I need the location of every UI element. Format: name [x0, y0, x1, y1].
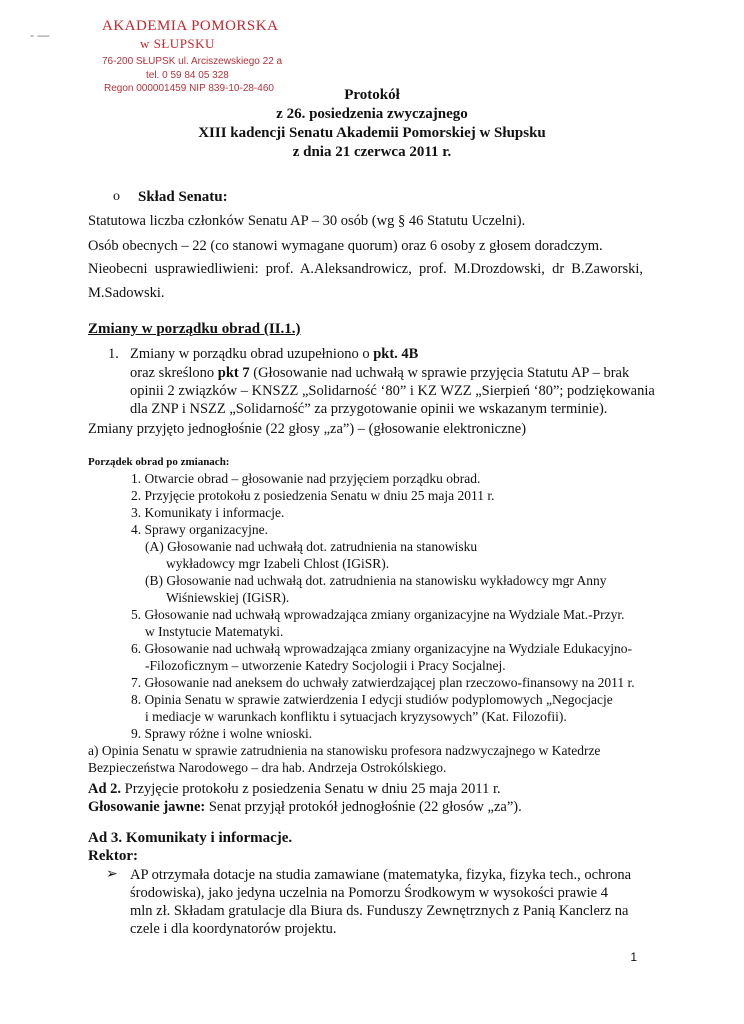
arrow-bullet-icon: ➢ — [106, 867, 118, 882]
ad3-bullet-line-4: czele i dla koordynatorów projektu. — [130, 921, 337, 937]
ad3-bullet-line-3: mln zł. Składam gratulacje dla Biura ds. Funduszy Zewnętrznych z Panią Kanclerz na — [130, 903, 629, 919]
agenda-item-9a: a) Opinia Senatu w sprawie zatrudnienia na stanowisku profesora nadzwyczajnego w Katedrze — [88, 743, 601, 758]
sklad-statutory: Statutowa liczba członków Senatu AP – 30 osób (wg § 46 Statutu Uczelni). — [88, 213, 526, 229]
document-title: Protokół — [344, 87, 400, 103]
agenda-item-5: 5. Głosowanie nad uchwałą wprowadzająca zmiany organizacyjne na Wydziale Mat.-Przyr. — [131, 607, 625, 622]
agenda-item-1: 1. Otwarcie obrad – głosowanie nad przyjęciem porządku obrad. — [131, 471, 481, 486]
stamp-line-2: w SŁUPSKU — [140, 36, 215, 51]
page-number: 1 — [630, 950, 637, 964]
agenda-item-4b: (B) Głosowanie nad uchwałą dot. zatrudnienia na stanowisku wykładowcy mgr Anny — [145, 573, 607, 588]
list-bullet: o — [113, 189, 120, 204]
agenda-item-6-cont: -Filozoficznym – utworzenie Katedry Socjologii i Pracy Socjalnej. — [145, 658, 506, 673]
agenda-item-8: 8. Opinia Senatu w sprawie zatwierdzenia I edycji studiów podyplomowych „Negocjacje — [131, 692, 613, 707]
agenda-item-9: 9. Sprawy różne i wolne wnioski. — [131, 726, 313, 741]
stamp-line-5: Regon 000001459 NIP 839-10-28-460 — [104, 83, 274, 94]
zmiany-accepted: Zmiany przyjęto jednogłośnie (22 głosy „za”) – (głosowanie elektroniczne) — [88, 421, 527, 437]
ad2-vote: Głosowanie jawne: Senat przyjął protokół jednogłośnie (22 głosów „za”). — [88, 799, 522, 815]
agenda-item-8-cont: i mediacje w warunkach konfliktu i sytuacjach kryzysowych” (Kat. Filozofii). — [145, 709, 567, 724]
ad3-heading: Ad 3. Komunikaty i informacje. — [88, 830, 293, 846]
document-date: z dnia 21 czerwca 2011 r. — [292, 144, 452, 160]
ad3-bullet-line-1: AP otrzymała dotacje na studia zamawiane (matematyka, fizyka, fizyka tech., ochrona — [130, 867, 632, 883]
agenda-item-7: 7. Głosowanie nad aneksem do uchwały zatwierdzającej plan rzeczowo-finansowy na 2011 r. — [131, 675, 635, 690]
agenda-heading: Porządek obrad po zmianach: — [88, 456, 230, 468]
section-heading-sklad: Skład Senatu: — [138, 189, 228, 205]
section-heading-zmiany: Zmiany w porządku obrad (II.1.) — [88, 321, 301, 337]
agenda-item-4a: (A) Głosowanie nad uchwałą dot. zatrudnienia na stanowisku — [145, 539, 478, 554]
agenda-item-9a-cont: Bezpieczeństwa Narodowego – dra hab. Andrzeja Ostrokólskiego. — [88, 760, 447, 775]
sklad-present: Osób obecnych – 22 (co stanowi wymagane quorum) oraz 6 osoby z głosem doradczym. — [88, 238, 603, 254]
ad2-line: Ad 2. Przyjęcie protokołu z posiedzenia Senatu w dniu 25 maja 2011 r. — [88, 781, 501, 797]
agenda-item-4b-cont: Wiśniewskiej (IGiSR). — [166, 590, 290, 605]
zmiany-item-line-2: oraz skreślono pkt 7 (Głosowanie nad uchwałą w sprawie przyjęcia Statutu AP – brak — [130, 365, 630, 381]
ad3-bullet-line-2: środowiska), jako jedyna uczelnia na Pomorzu Środkowym w wysokości prawie 4 — [130, 885, 608, 901]
agenda-item-4a-cont: wykładowcy mgr Izabeli Chlost (IGiSR). — [166, 556, 390, 571]
ad3-rektor: Rektor: — [88, 848, 138, 864]
corner-mark: - — — [30, 28, 50, 42]
stamp-line-4: tel. 0 59 84 05 328 — [146, 70, 229, 81]
document-subtitle: z 26. posiedzenia zwyczajnego — [276, 106, 468, 122]
zmiany-item-1: Zmiany w porządku obrad uzupełniono o pkt. 4B — [130, 346, 419, 362]
stamp-line-1: AKADEMIA POMORSKA — [102, 18, 279, 34]
sklad-absent: Nieobecni usprawiedliwieni: prof. A.Aleksandrowicz, prof. M.Drozdowski, dr B.Zaworski, M.Sadowski. — [88, 261, 643, 301]
document-heading-line-3: XIII kadencji Senatu Akademii Pomorskiej w Słupsku — [198, 125, 546, 141]
zmiany-item-line-4: dla ZNP i NSZZ „Solidarność” za przygotowanie opinii we wskazanym terminie). — [130, 401, 608, 417]
zmiany-item-number: 1. — [108, 346, 119, 362]
agenda-item-3: 3. Komunikaty i informacje. — [131, 505, 285, 520]
stamp-line-3: 76-200 SŁUPSK ul. Arciszewskiego 22 a — [102, 56, 283, 67]
agenda-item-6: 6. Głosowanie nad uchwałą wprowadzająca zmiany organizacyjne na Wydziale Edukacyjno- — [131, 641, 632, 656]
agenda-item-2: 2. Przyjęcie protokołu z posiedzenia Senatu w dniu 25 maja 2011 r. — [131, 488, 495, 503]
agenda-item-5-cont: w Instytucie Matematyki. — [145, 624, 284, 639]
zmiany-item-line-3: opinii 2 związków – KNSZZ „Solidarność ‘80” i KZ WZZ „Sierpień ‘80”; podziękowania — [130, 383, 655, 399]
agenda-item-4: 4. Sprawy organizacyjne. — [131, 522, 268, 537]
